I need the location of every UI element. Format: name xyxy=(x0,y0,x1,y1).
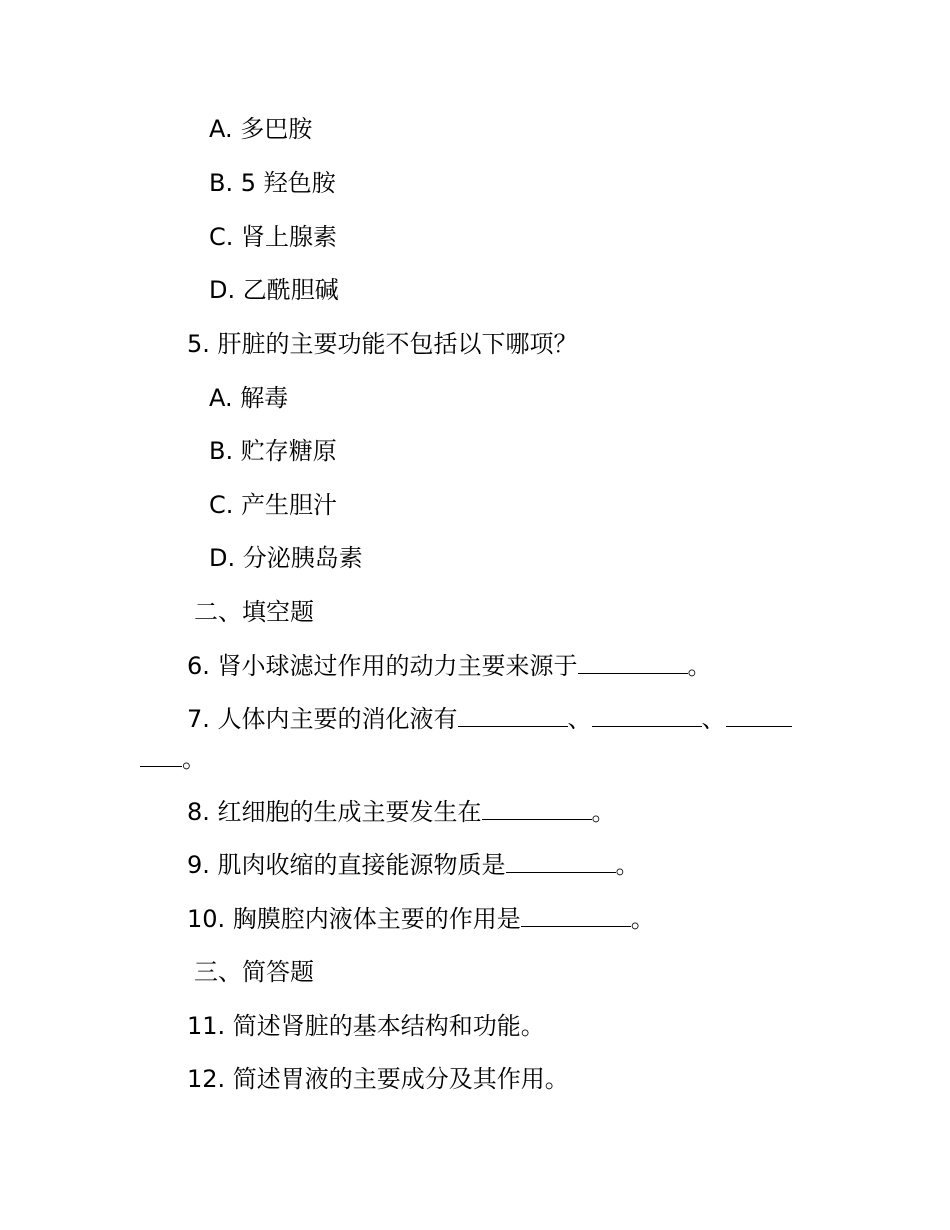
q7-blank-1 xyxy=(458,704,568,727)
q10-line xyxy=(187,904,655,934)
q9-end: 。 xyxy=(615,851,640,879)
q8-text: 8. 红细胞的生成主要发生在 xyxy=(187,798,482,826)
q4-option-b: B. 5 羟色胺 xyxy=(209,169,336,197)
q7-blank-3-end xyxy=(140,744,182,767)
q7-blank-3-start xyxy=(726,704,792,727)
q5-option-d: D. 分泌胰岛素 xyxy=(209,544,363,572)
q7-sep-2: 、 xyxy=(701,705,726,733)
q4-option-a: A. 多巴胺 xyxy=(209,115,313,143)
q9-text: 9. 肌肉收缩的直接能源物质是 xyxy=(187,851,506,879)
section-heading-short-answer: 三、简答题 xyxy=(194,958,314,986)
q10-blank xyxy=(521,904,631,927)
q9-blank xyxy=(506,850,616,873)
q6-blank xyxy=(578,651,688,674)
q10-end: 。 xyxy=(630,905,655,933)
q8-line xyxy=(187,797,616,827)
section-heading-fill-in: 二、填空题 xyxy=(194,598,314,626)
q5-option-b: B. 贮存糖原 xyxy=(209,437,337,465)
q7-end: 。 xyxy=(182,745,206,773)
q8-end: 。 xyxy=(591,798,616,826)
q12-stem: 12. 简述胃液的主要成分及其作用。 xyxy=(187,1065,569,1093)
q7-line xyxy=(187,704,792,734)
q7-sep-1: 、 xyxy=(567,705,592,733)
q10-text: 10. 胸膜腔内液体主要的作用是 xyxy=(187,905,521,933)
q6-end: 。 xyxy=(687,652,712,680)
q7-text: 7. 人体内主要的消化液有 xyxy=(187,705,458,733)
q6-text: 6. 肾小球滤过作用的动力主要来源于 xyxy=(187,652,578,680)
q8-blank xyxy=(482,797,592,820)
q7-line-continued xyxy=(140,744,206,774)
q4-option-d: D. 乙酰胆碱 xyxy=(209,276,339,304)
q6-line xyxy=(187,651,712,681)
q7-blank-2 xyxy=(592,704,702,727)
q5-stem: 5. 肝脏的主要功能不包括以下哪项？ xyxy=(187,330,578,358)
q4-option-c: C. 肾上腺素 xyxy=(209,223,338,251)
q5-option-a: A. 解毒 xyxy=(209,384,289,412)
q11-stem: 11. 简述肾脏的基本结构和功能。 xyxy=(187,1012,545,1040)
q5-option-c: C. 产生胆汁 xyxy=(209,491,338,519)
q9-line xyxy=(187,850,640,880)
